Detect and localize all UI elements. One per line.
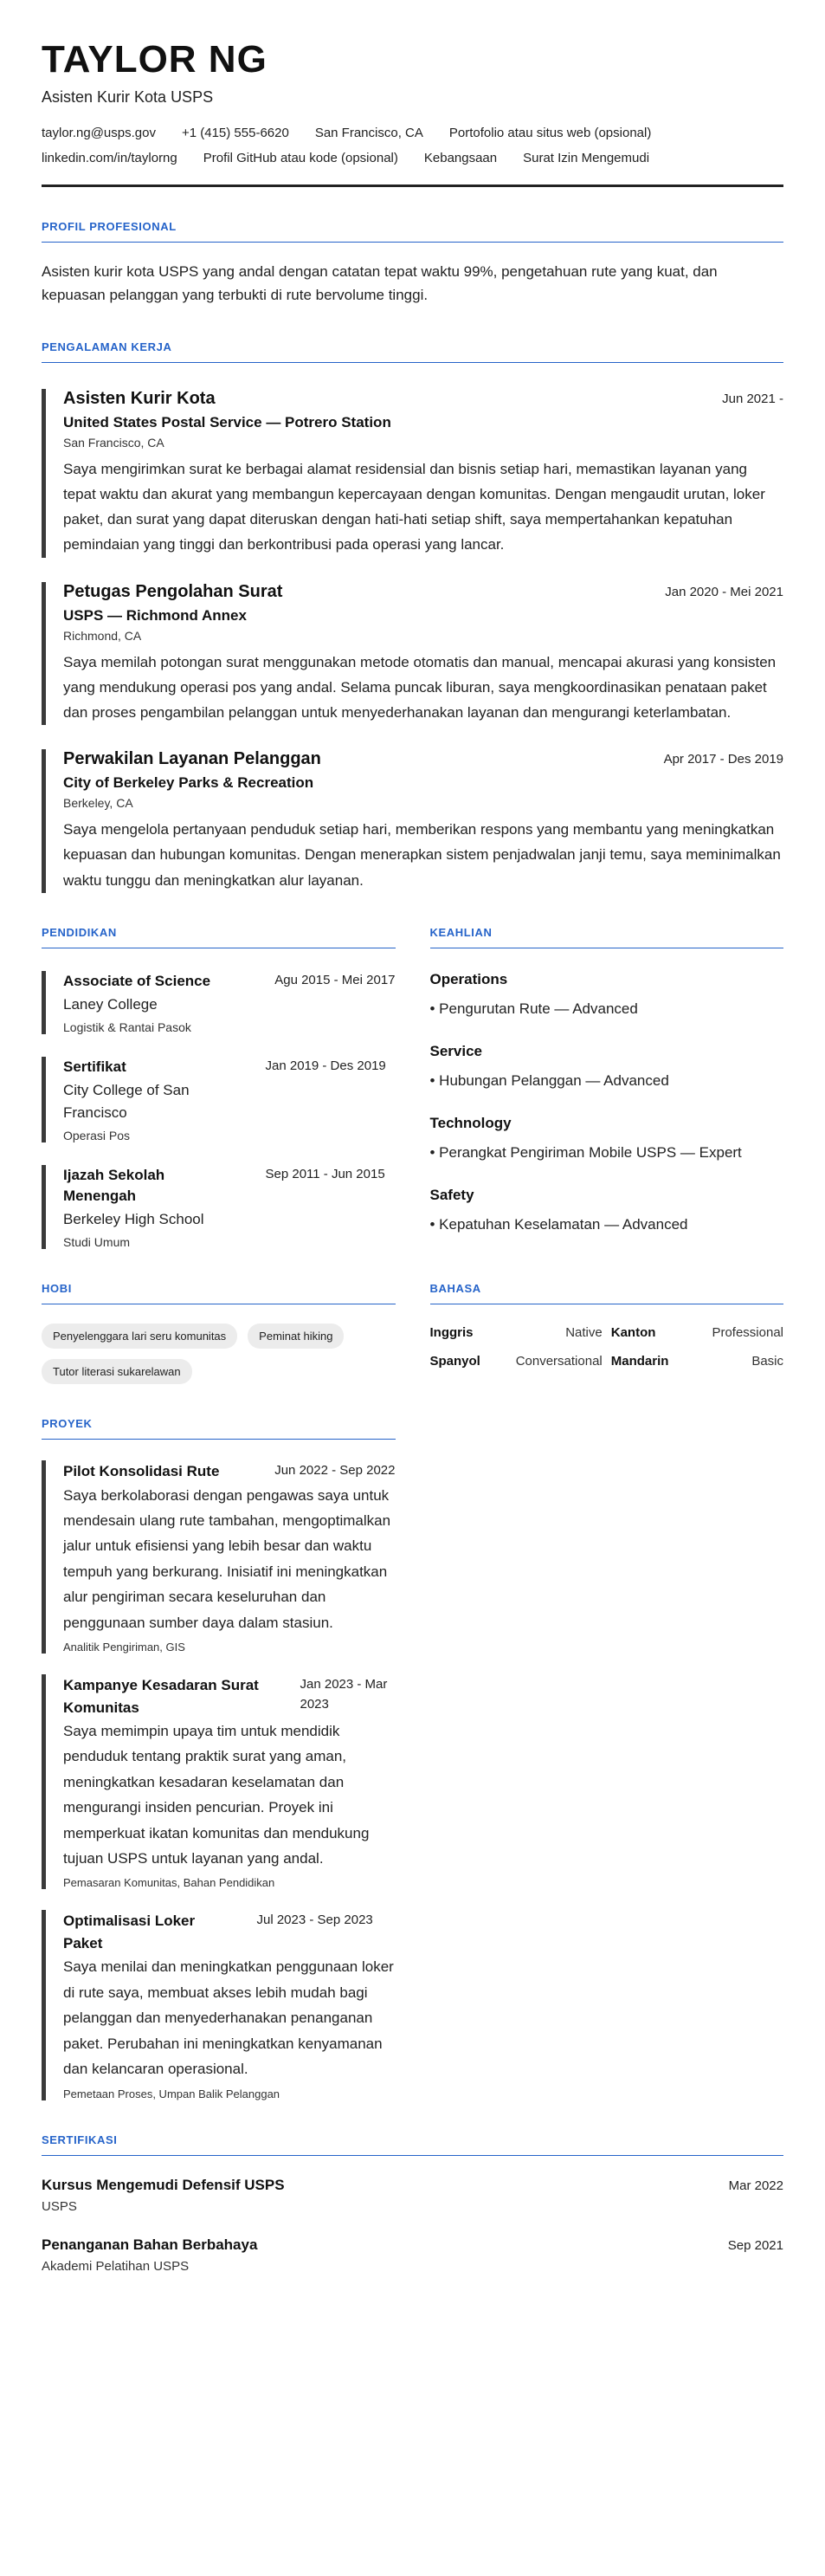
skill-category: Service bbox=[429, 1043, 482, 1060]
section-title-hobbies: HOBI bbox=[42, 1282, 396, 1304]
job-title: Perwakilan Layanan Pelanggan bbox=[63, 749, 321, 769]
skill-category: Safety bbox=[429, 1187, 474, 1204]
contact-linkedin[interactable]: linkedin.com/in/taylorng bbox=[42, 151, 177, 166]
education-item bbox=[42, 971, 396, 1034]
project-date: Jan 2023 - Mar 2023 bbox=[300, 1677, 388, 1712]
certification-date: Mar 2022 bbox=[728, 2178, 783, 2193]
hobby-tag: Penyelenggara lari seru komunitas bbox=[42, 1324, 237, 1349]
section-title-education: PENDIDIKAN bbox=[42, 926, 396, 948]
certification-date: Sep 2021 bbox=[727, 2237, 783, 2253]
candidate-title: Asisten Kurir Kota USPS bbox=[42, 88, 214, 107]
job-organization: City of Berkeley Parks & Recreation bbox=[63, 774, 314, 792]
project-item bbox=[42, 1910, 396, 2100]
projects-row bbox=[42, 1384, 783, 2100]
language-grid bbox=[430, 1325, 784, 1369]
skill-group bbox=[430, 1187, 784, 1236]
job-date: Apr 2017 - Des 2019 bbox=[663, 752, 783, 767]
hobby-tags bbox=[42, 1324, 396, 1384]
language-item bbox=[611, 1325, 783, 1340]
job-title: Asisten Kurir Kota bbox=[63, 388, 216, 408]
project-item bbox=[42, 1674, 396, 1889]
header-divider bbox=[42, 184, 783, 187]
certification-item bbox=[42, 2177, 783, 2214]
language-name: Spanyol bbox=[429, 1354, 480, 1369]
projects-column bbox=[42, 1384, 396, 2100]
project-date: Jun 2022 - Sep 2022 bbox=[274, 1463, 396, 1479]
project-tech: Analitik Pengiriman, GIS bbox=[63, 1641, 185, 1654]
project-item bbox=[42, 1460, 396, 1654]
skill-category: Technology bbox=[429, 1115, 512, 1132]
language-name: Inggris bbox=[429, 1325, 474, 1341]
education-degree: Ijazah Sekolah Menengah bbox=[63, 1167, 165, 1204]
skill-item: • Hubungan Pelanggan — Advanced bbox=[429, 1072, 669, 1090]
project-name: Optimalisasi Loker Paket bbox=[63, 1913, 196, 1951]
language-item bbox=[430, 1325, 603, 1340]
education-date: Sep 2011 - Jun 2015 bbox=[265, 1167, 385, 1181]
job-title: Petugas Pengolahan Surat bbox=[63, 581, 283, 601]
project-name: Pilot Konsolidasi Rute bbox=[63, 1463, 220, 1480]
skill-item: • Kepatuhan Keselamatan — Advanced bbox=[429, 1216, 688, 1233]
projects-right-spacer bbox=[430, 1384, 784, 2100]
education-field: Logistik & Rantai Pasok bbox=[63, 1020, 191, 1035]
education-field: Studi Umum bbox=[63, 1235, 131, 1250]
contact-phone[interactable]: +1 (415) 555-6620 bbox=[181, 126, 289, 141]
project-tech: Pemetaan Proses, Umpan Balik Pelanggan bbox=[63, 2087, 280, 2100]
job-description: Saya mengelola pertanyaan penduduk setiap hari, memberikan respons yang membantu yang meningkatkan kepuasan dan hubungan komunitas. Dengan menerapkan sistem penjadwalan janji temu, saya meminimalkan waktu tunggu dan meningkatkan alur layanan. bbox=[63, 821, 781, 889]
education-school: City College of San Francisco bbox=[63, 1082, 190, 1121]
resume-header bbox=[42, 40, 783, 187]
skills-column bbox=[430, 893, 784, 1249]
education-degree: Associate of Science bbox=[63, 972, 211, 989]
language-level: Basic bbox=[751, 1354, 783, 1369]
project-name: Kampanye Kesadaran Surat Komunitas bbox=[63, 1677, 259, 1716]
education-skills-row bbox=[42, 893, 783, 1249]
language-level: Professional bbox=[712, 1325, 783, 1341]
project-description: Saya berkolaborasi dengan pengawas saya untuk mendesain ulang rute tambahan, mengoptimalkan jalur untuk efisiensi yang lebih besar dan waktu tempuh yang berkurang. Inisiatif ini meningkatkan alur pengiriman secara keseluruhan dan penggunaan sumber daya dalam stasiun. bbox=[63, 1486, 391, 1631]
project-description: Saya menilai dan meningkatkan penggunaan loker di rute saya, membuat akses lebih mudah bagi pelanggan dan menyederhanakan penanganan paket. Perubahan ini meningkatkan kenyamanan dan kelancaran operasional. bbox=[63, 1958, 394, 2078]
hobby-tag: Tutor literasi sukarelawan bbox=[42, 1359, 192, 1384]
project-date: Jul 2023 - Sep 2023 bbox=[256, 1913, 373, 1928]
education-date: Agu 2015 - Mei 2017 bbox=[274, 972, 396, 987]
hobbies-languages-row bbox=[42, 1249, 783, 1384]
job-location: Richmond, CA bbox=[63, 628, 142, 643]
certification-item bbox=[42, 2236, 783, 2274]
language-name: Mandarin bbox=[610, 1354, 669, 1369]
language-item bbox=[611, 1354, 783, 1369]
section-title-projects: PROYEK bbox=[42, 1417, 396, 1440]
section-title-skills: KEAHLIAN bbox=[430, 926, 784, 948]
job-location: Berkeley, CA bbox=[63, 796, 133, 811]
certification-issuer: USPS bbox=[42, 2198, 77, 2214]
skill-group bbox=[430, 1115, 784, 1164]
contact-github[interactable]: Profil GitHub atau kode (opsional) bbox=[203, 151, 398, 166]
language-name: Kanton bbox=[610, 1325, 656, 1341]
section-title-profile: PROFIL PROFESIONAL bbox=[42, 220, 783, 243]
job-date: Jan 2020 - Mei 2021 bbox=[665, 584, 783, 599]
project-tech: Pemasaran Komunitas, Bahan Pendidikan bbox=[63, 1876, 275, 1890]
education-item bbox=[42, 1165, 396, 1249]
skill-item: • Perangkat Pengiriman Mobile USPS — Expert bbox=[429, 1144, 742, 1162]
education-date: Jan 2019 - Des 2019 bbox=[265, 1058, 386, 1074]
certification-name: Kursus Mengemudi Defensif USPS bbox=[42, 2176, 285, 2193]
profile-summary: Asisten kurir kota USPS yang andal dengan catatan tepat waktu 99%, pengetahuan rute yang kuat, dan kepuasan pelanggan yang terbukti di rute bervolume tinggi. bbox=[42, 263, 718, 304]
hobbies-column bbox=[42, 1249, 396, 1384]
job-description: Saya memilah potongan surat menggunakan metode otomatis dan manual, mencapai akurasi yang konsisten yang mendukung operasi pos yang andal. Selama puncak liburan, saya mengkoordinasikan penataan paket dan proses pengambilan pelanggan untuk menyederhanakan layanan dan mengurangi keterlambatan. bbox=[63, 653, 777, 721]
language-level: Native bbox=[565, 1325, 603, 1341]
certification-issuer: Akademi Pelatihan USPS bbox=[42, 2258, 190, 2274]
experience-item bbox=[42, 582, 783, 726]
education-column bbox=[42, 893, 396, 1249]
contact-email[interactable]: taylor.ng@usps.gov bbox=[42, 126, 156, 141]
education-degree: Sertifikat bbox=[63, 1058, 126, 1076]
skill-group bbox=[430, 1043, 784, 1092]
language-level: Conversational bbox=[515, 1354, 603, 1369]
language-item bbox=[430, 1354, 603, 1369]
contact-location: San Francisco, CA bbox=[314, 126, 423, 141]
contact-nationality: Kebangsaan bbox=[423, 151, 498, 166]
education-school: Berkeley High School bbox=[63, 1210, 204, 1227]
certification-name: Penanganan Bahan Berbahaya bbox=[42, 2236, 258, 2253]
contact-row-1 bbox=[42, 126, 783, 140]
skill-item: • Pengurutan Rute — Advanced bbox=[429, 1000, 638, 1017]
job-location: San Francisco, CA bbox=[63, 435, 164, 450]
experience-item bbox=[42, 749, 783, 893]
contact-row-2 bbox=[42, 151, 783, 165]
section-title-certifications: SERTIFIKASI bbox=[42, 2133, 783, 2156]
languages-column bbox=[430, 1249, 784, 1384]
skill-category: Operations bbox=[429, 970, 508, 987]
experience-list bbox=[42, 389, 783, 893]
education-school: Laney College bbox=[63, 995, 158, 1013]
education-item bbox=[42, 1057, 396, 1142]
hobby-tag: Peminat hiking bbox=[248, 1324, 344, 1349]
job-organization: United States Postal Service — Potrero Station bbox=[63, 413, 391, 430]
section-title-languages: BAHASA bbox=[430, 1282, 784, 1304]
skill-group bbox=[430, 971, 784, 1020]
job-date: Jun 2021 - bbox=[722, 391, 783, 406]
certification-list bbox=[42, 2177, 783, 2274]
contact-driving-license: Surat Izin Mengemudi bbox=[523, 151, 650, 166]
project-description: Saya memimpin upaya tim untuk mendidik penduduk tentang praktik surat yang aman, meningkatkan kesadaran keselamatan dan mengurangi insiden pencurian. Proyek ini memperkuat ikatan komunitas dan mendukung tujuan USPS untuk layanan yang andal. bbox=[63, 1723, 370, 1867]
section-title-experience: PENGALAMAN KERJA bbox=[42, 340, 783, 363]
job-description: Saya mengirimkan surat ke berbagai alamat residensial dan bisnis setiap hari, memastikan layanan yang tepat waktu dan akurat yang membangun kepercayaan dengan komunitas. Dengan mengaudit urutan, loker paket, dan surat yang dapat diteruskan dengan hati-hati setiap shift, saya mempertahankan kepatuhan pemindaian yang tinggi dan berkontribusi pada operasi yang lancar. bbox=[63, 460, 765, 553]
candidate-name: TAYLOR NG bbox=[42, 38, 267, 81]
experience-item bbox=[42, 389, 783, 558]
contact-portfolio[interactable]: Portofolio atau situs web (opsional) bbox=[448, 126, 652, 141]
job-organization: USPS — Richmond Annex bbox=[63, 606, 247, 624]
education-field: Operasi Pos bbox=[63, 1129, 131, 1142]
